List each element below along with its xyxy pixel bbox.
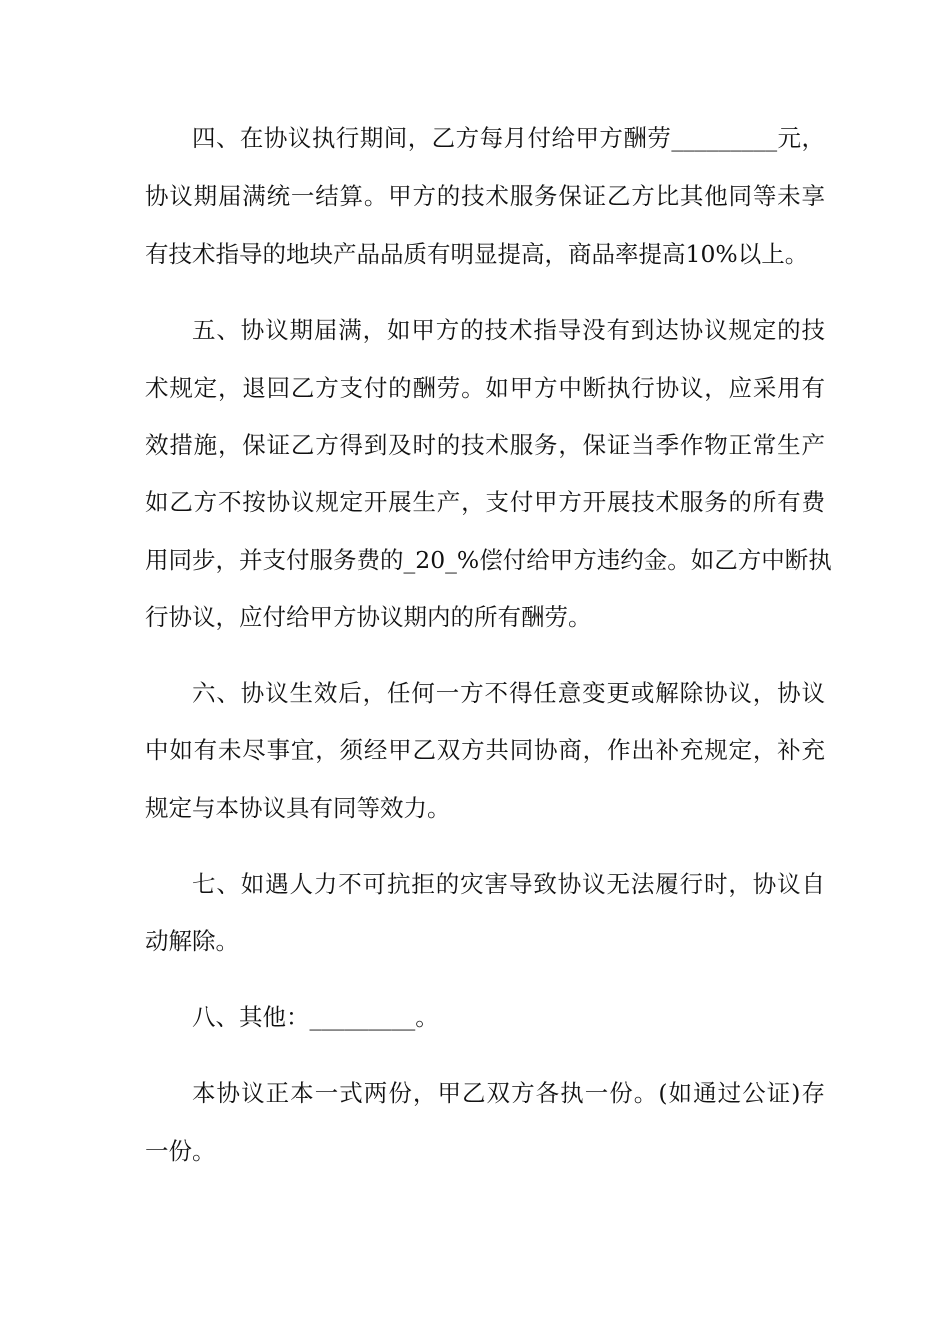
clause-5-line-2: 术规定，退回乙方支付的酬劳。如甲方中断执行协议，应采用有 (145, 374, 825, 402)
clause-4-line-2: 协议期届满统一结算。甲方的技术服务保证乙方比其他同等未享 (145, 182, 825, 210)
clause-6-line-1: 六、协议生效后，任何一方不得任意变更或解除协议，协议 (192, 679, 825, 707)
clause-4-line-1: 四、在协议执行期间，乙方每月付给甲方酬劳_________元， (192, 124, 825, 152)
clause-5-line-6: 行协议，应付给甲方协议期内的所有酬劳。 (145, 603, 592, 631)
clause-4-line-3: 有技术指导的地块产品品质有明显提高，商品率提高10%以上。 (145, 240, 809, 268)
clause-5-line-5: 用同步，并支付服务费的_20_%偿付给甲方违约金。如乙方中断执 (145, 546, 832, 574)
clause-5-line-4: 如乙方不按协议规定开展生产，支付甲方开展技术服务的所有费 (145, 488, 825, 516)
clause-7-line-2: 动解除。 (145, 927, 239, 955)
clause-8-line-1: 八、其他：_________。 (192, 1003, 439, 1031)
closing-line-2: 一份。 (145, 1137, 216, 1165)
clause-6-line-3: 规定与本协议具有同等效力。 (145, 794, 451, 822)
clause-5-line-3: 效措施，保证乙方得到及时的技术服务，保证当季作物正常生产 (145, 431, 825, 459)
clause-5-line-1: 五、协议期届满，如甲方的技术指导没有到达协议规定的技 (192, 316, 825, 344)
clause-7-line-1: 七、如遇人力不可抗拒的灾害导致协议无法履行时，协议自 (192, 870, 825, 898)
clause-6-line-2: 中如有未尽事宜，须经甲乙双方共同协商，作出补充规定，补充 (145, 736, 825, 764)
closing-line-1: 本协议正本一式两份，甲乙双方各执一份。(如通过公证)存 (192, 1079, 825, 1107)
